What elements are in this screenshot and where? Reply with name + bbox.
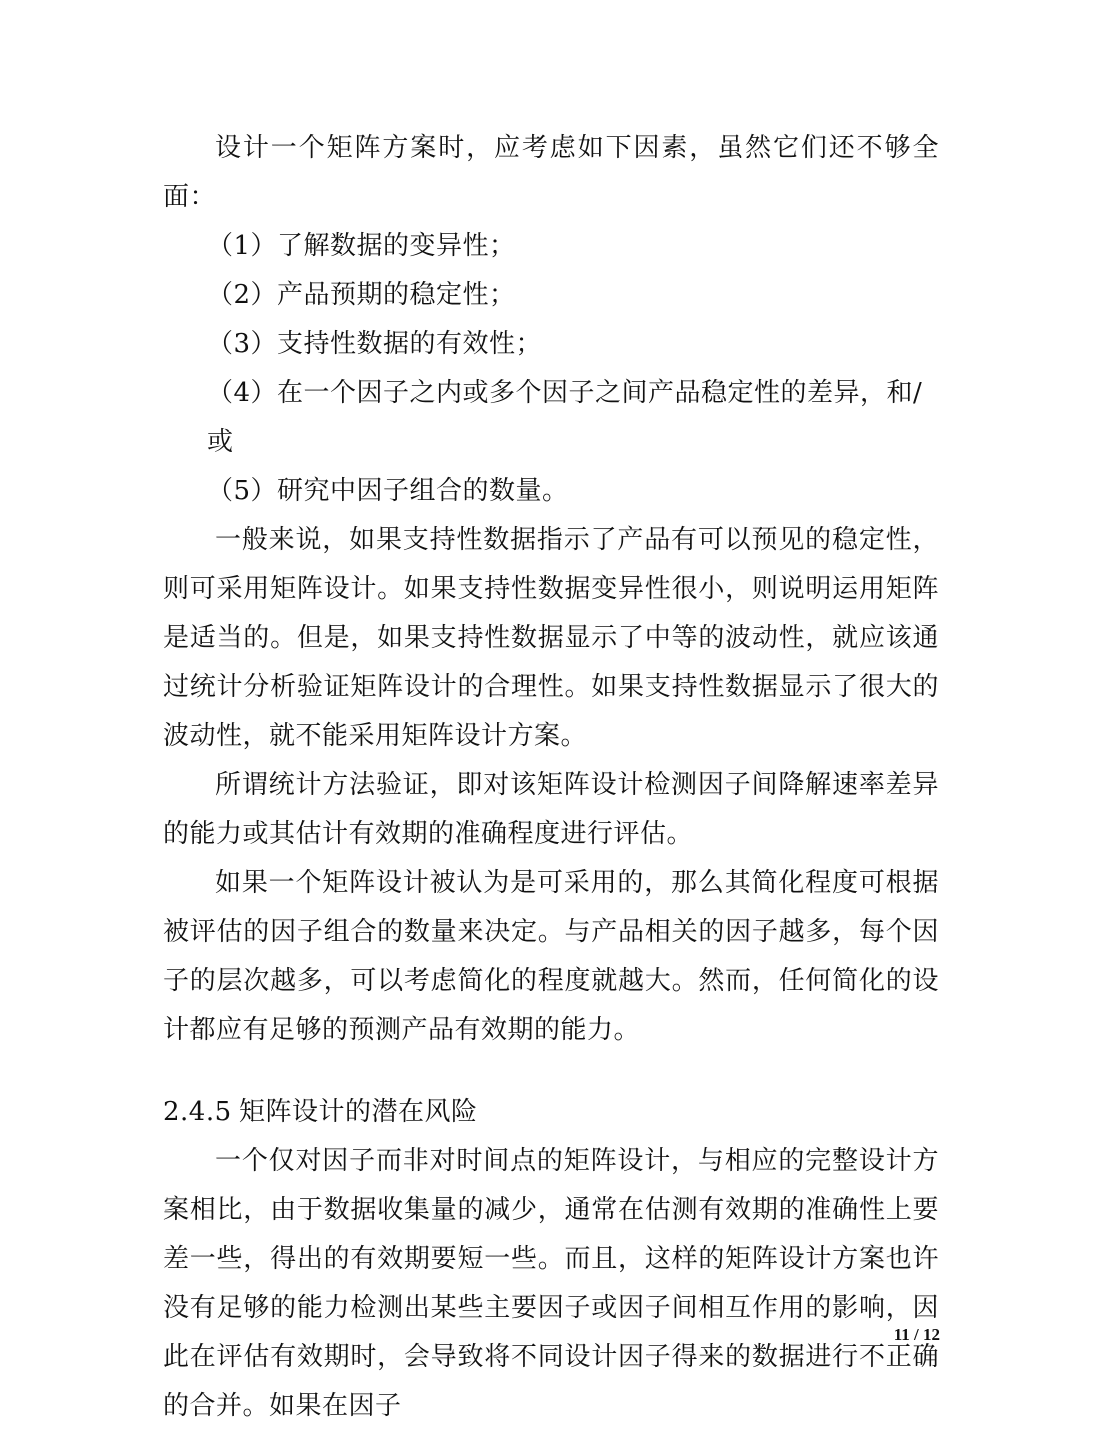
body-paragraph: 所谓统计方法验证，即对该矩阵设计检测因子间降解速率差异的能力或其估计有效期的准确程度进行评估。	[163, 770, 939, 849]
body-paragraph: 一般来说，如果支持性数据指示了产品有可以预见的稳定性，则可采用矩阵设计。如果支持性数据变异性很小，则说明运用矩阵是适当的。但是，如果支持性数据显示了中等的波动性，就应该通过统计分析验证矩阵设计的合理性。如果支持性数据显示了很大的波动性，就不能采用矩阵设计方案。	[163, 525, 939, 751]
factor-list	[163, 222, 939, 516]
factor-item: （3）支持性数据的有效性；	[207, 329, 543, 359]
section-heading	[163, 1088, 939, 1137]
factor-item: （5）研究中因子组合的数量。	[207, 476, 569, 506]
factor-item: （1）了解数据的变异性；	[207, 231, 516, 261]
body-paragraph: 如果一个矩阵设计被认为是可采用的，那么其简化程度可根据被评估的因子组合的数量来决定。与产品相关的因子越多，每个因子的层次越多，可以考虑简化的程度就越大。然而，任何简化的设计都应有足够的预测产品有效期的能力。	[163, 868, 939, 1045]
document-page	[163, 124, 939, 1431]
section-body-paragraph: 一个仅对因子而非对时间点的矩阵设计，与相应的完整设计方案相比，由于数据收集量的减少，通常在估测有效期的准确性上要差一些，得出的有效期要短一些。而且，这样的矩阵设计方案也许没有足够的能力检测出某些主要因子或因子间相互作用的影响，因此在评估有效期时，会导致将不同设计因子得来的数据进行不正确的合并。如果在因子	[163, 1146, 939, 1421]
page-number: 11 / 12	[893, 1325, 940, 1344]
factor-item: （2）产品预期的稳定性；	[207, 280, 516, 310]
intro-paragraph: 设计一个矩阵方案时，应考虑如下因素，虽然它们还不够全面：	[163, 133, 939, 212]
section-number: 2.4.5	[163, 1097, 232, 1127]
factor-item: （4）在一个因子之内或多个因子之间产品稳定性的差异，和/或	[207, 378, 923, 457]
section-title: 矩阵设计的潜在风险	[239, 1097, 478, 1127]
